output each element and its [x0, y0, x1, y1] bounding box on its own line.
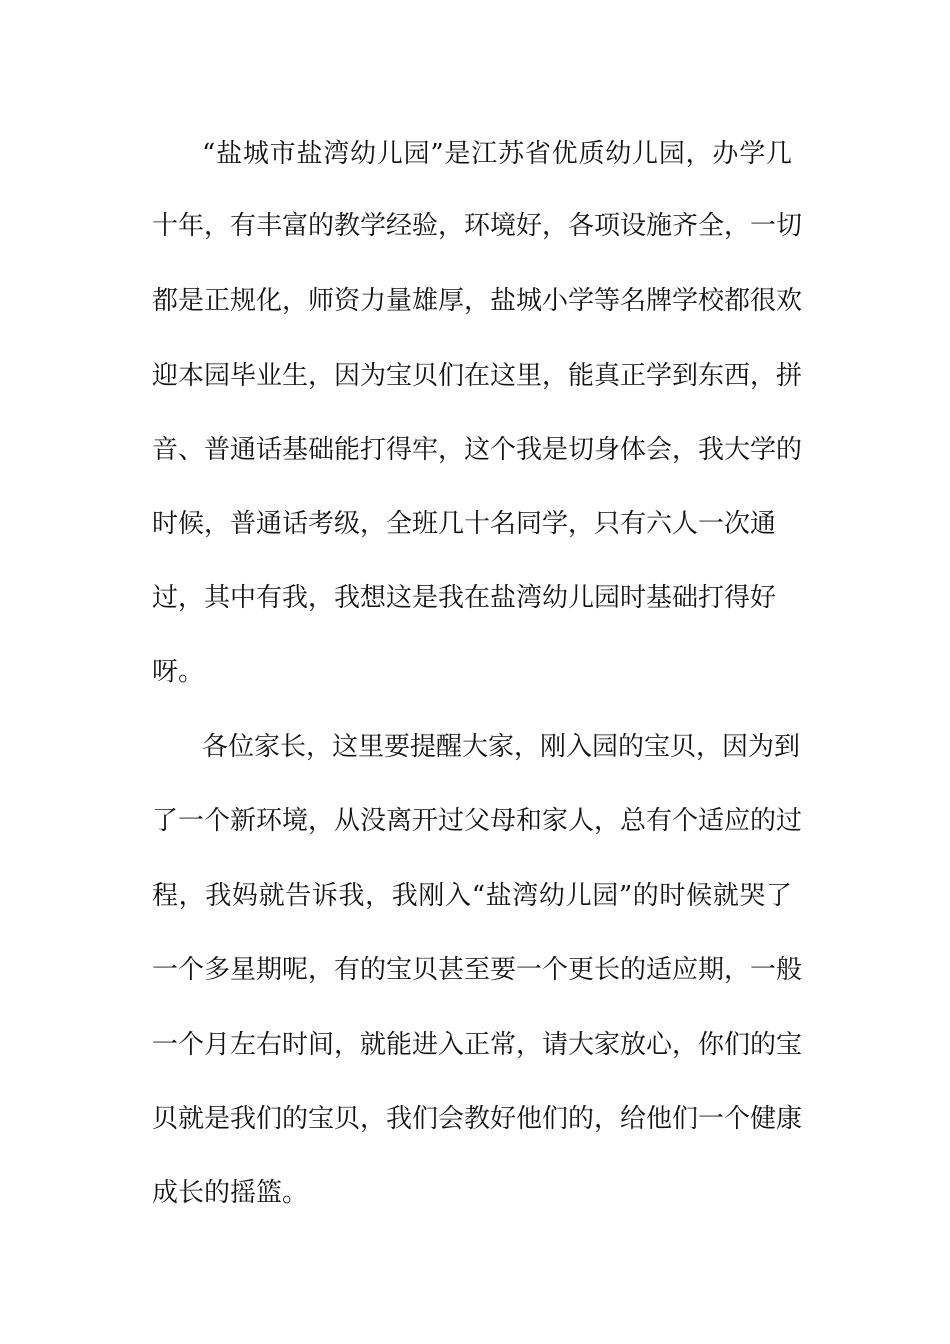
paragraph-1-line-5: 音、普通话基础能打得牢，这个我是切身体会，我大学的	[152, 435, 803, 465]
paragraph-1-line-4: 迎本园毕业生，因为宝贝们在这里，能真正学到东西，拼	[152, 361, 803, 391]
paragraph-2-line-1: 各位家长，这里要提醒大家，刚入园的宝贝，因为到	[202, 732, 801, 762]
paragraph-2-line-4: 一个多星期呢，有的宝贝甚至要一个更长的适应期，一般	[152, 955, 803, 985]
paragraph-1-line-1: “盐城市盐湾幼儿园”是江苏省优质幼儿园，办学几	[202, 139, 792, 169]
paragraph-2-line-6: 贝就是我们的宝贝，我们会教好他们的，给他们一个健康	[152, 1104, 803, 1134]
paragraph-2-line-3: 程，我妈就告诉我，我刚入“盐湾幼儿园”的时候就哭了	[152, 881, 792, 911]
paragraph-1-line-8: 呀。	[152, 657, 205, 687]
paragraph-2-line-2: 了一个新环境，从没离开过父母和家人，总有个适应的过	[152, 806, 803, 836]
paragraph-1-line-3: 都是正规化，师资力量雄厚，盐城小学等名牌学校都很欢	[152, 286, 803, 316]
paragraph-2-line-7: 成长的摇篮。	[152, 1178, 309, 1208]
paragraph-1-line-2: 十年，有丰富的教学经验，环境好，各项设施齐全，一切	[152, 211, 803, 241]
paragraph-1-line-7: 过，其中有我，我想这是我在盐湾幼儿园时基础打得好	[152, 583, 777, 613]
paragraph-1-line-6: 时候，普通话考级，全班几十名同学，只有六人一次通	[152, 509, 777, 539]
paragraph-2-line-5: 一个月左右时间，就能进入正常，请大家放心，你们的宝	[152, 1030, 803, 1060]
